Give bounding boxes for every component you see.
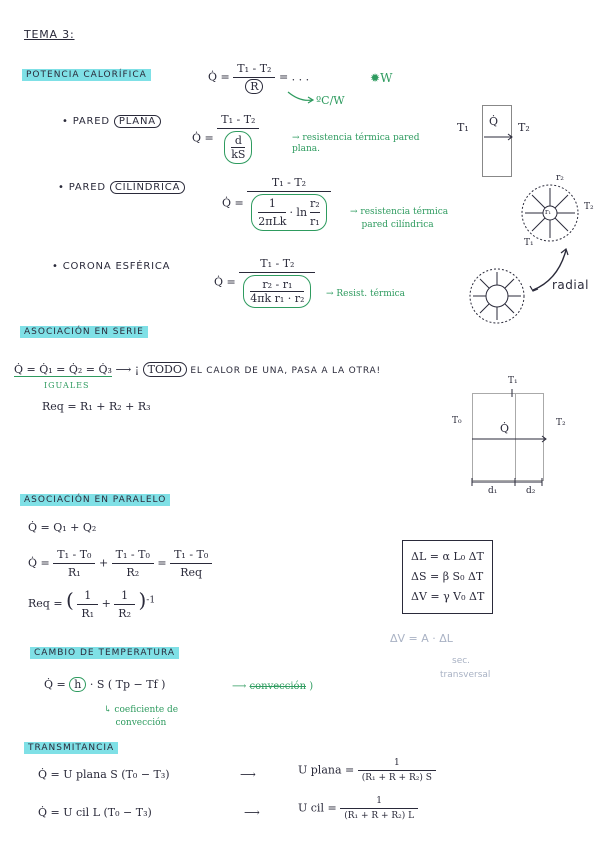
frac-den: R₂ — [126, 566, 140, 579]
thickness-d: d — [234, 134, 242, 147]
note-conveccion-a: coeficiente de — [114, 705, 179, 715]
diag-serie-divider — [515, 393, 516, 479]
eq-u-cil — [298, 796, 418, 821]
diag-serie-q: Q̇ — [500, 422, 510, 435]
note-iguales: IGUALES — [44, 381, 90, 390]
note-cilindrica: → resistencia térmica pared cilíndrica — [350, 207, 449, 230]
diag-plana-t1: T₁ — [457, 121, 469, 134]
eq-serie: Q̇ = Q̇₁ = Q̇₂ = Q̇₃ ⟶ ¡ TODO EL CALOR DE UNA, PASA A LA OTRA! — [14, 363, 381, 376]
cil-fraction — [247, 176, 330, 231]
struck-note: ⟶ convección ) — [232, 681, 314, 692]
exclamation-open: ¡ — [134, 363, 140, 376]
plus: + — [98, 556, 109, 570]
main-heat-equation — [208, 62, 309, 93]
note-plana: → resistencia térmica pared plana. — [292, 133, 420, 154]
frac-num: 1 — [376, 796, 383, 806]
frac-den: Req — [180, 566, 203, 579]
diag-cil-t1: T₁ — [524, 238, 534, 248]
main-fraction — [233, 62, 275, 93]
arrow-plana: ⟶ — [240, 768, 256, 781]
label-pared-plana: • PARED PLANA — [62, 116, 161, 127]
note-cil-a: resistencia térmica — [360, 207, 449, 217]
eq-conveccion — [44, 678, 165, 691]
two-pi-lk: 2πLk — [258, 215, 287, 228]
frac-den: (R₁ + R + R₂) S — [361, 773, 432, 783]
r2: r₂ — [310, 197, 320, 210]
eq-transmitancia-plana: Q̇ = U plana S (T₀ − T₃) — [38, 768, 170, 781]
frac-num: T₁ - T₂ — [260, 257, 295, 270]
esf-fraction — [239, 257, 315, 308]
page-title: TEMA 3: — [24, 28, 75, 41]
frac-num: T₁ - T₀ — [57, 548, 92, 561]
eq-lhs: Q̇ = — [214, 275, 236, 289]
unit-resistance: ºC/W — [316, 94, 345, 107]
eq-paralelo-1: Q̇ = Q₁ + Q₂ — [28, 521, 97, 534]
grey-note-transversal: transversal — [440, 670, 491, 680]
diag-plana-t2: T₂ — [518, 121, 530, 134]
eq-cilindrica — [222, 176, 331, 231]
exponent: -1 — [146, 594, 156, 606]
label-pared: PARED — [68, 182, 106, 193]
frac-num: 1 — [393, 758, 400, 768]
frac-num: T₁ - T₀ — [174, 548, 209, 561]
note-conveccion-b: convección — [115, 718, 167, 728]
paren-close: ) — [138, 588, 147, 612]
frac-num: T₁ - T₂ — [271, 176, 307, 189]
frac-den: R₂ — [118, 606, 131, 620]
diag-serie-t1: T₁ — [508, 376, 518, 386]
eq-lhs: Q̇ = — [28, 556, 50, 570]
section-header-paralelo: ASOCIACIÓN EN PARALELO — [20, 494, 170, 506]
struck-text: convección — [249, 681, 307, 692]
diag-serie-d1: d₁ — [488, 486, 498, 496]
four-pi-k-r1r2: 4πk r₁ · r₂ — [250, 292, 305, 305]
paren-open: ( — [66, 588, 74, 612]
r1: r₁ — [310, 215, 320, 228]
section-header-potencia: POTENCIA CALORÍFICA — [22, 69, 151, 81]
label-pared: PARED — [72, 116, 110, 127]
dilatation-volume: ΔV = γ V₀ ΔT — [411, 590, 485, 603]
arrow-cil: ⟶ — [244, 806, 260, 819]
note-conveccion: ↳ coeficiente de convección — [104, 705, 179, 728]
diag-plana-q: Q̇ — [489, 115, 499, 128]
frac-num: T₁ - T₂ — [237, 62, 272, 75]
ks: kS — [231, 148, 246, 161]
diag-cil-t2: T₂ — [584, 202, 594, 212]
section-header-cambio: CAMBIO DE TEMPERATURA — [30, 647, 179, 659]
eq-lhs: Q̇ = — [192, 131, 214, 145]
section-header-serie: ASOCIACIÓN EN SERIE — [20, 326, 148, 338]
u-cil-lhs: U cil = — [298, 801, 337, 815]
label-plana: PLANA — [114, 115, 161, 128]
frac-num: T₁ - T₂ — [221, 113, 256, 126]
eq-lhs: Q̇ = — [222, 196, 244, 210]
r2-minus-r1: r₂ - r₁ — [262, 278, 293, 291]
resistance-symbol: R — [245, 79, 263, 94]
note-esferica: → Resist. térmica — [326, 289, 406, 299]
eq-serie-text: Q̇ = Q̇₁ = Q̇₂ = Q̇₃ — [14, 363, 112, 376]
eq-transmitancia-cil: Q̇ = U cil L (T₀ − T₃) — [38, 806, 152, 819]
dilatation-linear: ΔL = α L₀ ΔT — [411, 550, 484, 563]
label-radial: radial — [552, 278, 589, 292]
u-plana-lhs: U plana = — [298, 763, 355, 777]
diag-serie-t0: T₀ — [452, 416, 462, 426]
diag-serie-t2: T₂ — [556, 418, 566, 428]
diag-serie-box — [472, 393, 544, 481]
note-plana-text: resistencia térmica pared plana. — [292, 133, 420, 154]
note-esf-text: Resist. térmica — [336, 289, 406, 299]
diag-cil-r1: r₁ — [545, 208, 552, 216]
eq-rest: · S ( Tp − Tf ) — [89, 678, 166, 691]
unit-w: W — [380, 71, 393, 85]
plana-fraction — [217, 113, 259, 164]
eq-esferica — [214, 257, 315, 308]
eq-paralelo-3 — [28, 588, 155, 620]
label-cilindrica: CILÍNDRICA — [110, 181, 185, 194]
label-pared-cilindrica: • PARED CILÍNDRICA — [58, 182, 185, 193]
frac-den: (R₁ + R + R₂) L — [344, 811, 415, 821]
label-corona-esferica: • CORONA ESFÉRICA — [52, 261, 171, 272]
eq-lhs: Q̇ = — [44, 678, 66, 691]
frac-den: R₁ — [67, 566, 81, 579]
frac-num: 1 — [84, 588, 92, 602]
diag-cil-r2: r₂ — [556, 173, 564, 183]
eq-req-serie: Req = R₁ + R₂ + R₃ — [42, 400, 151, 413]
grey-note-sec: sec. — [452, 656, 471, 666]
eq-plana — [192, 113, 259, 164]
eq-paralelo-2 — [28, 548, 212, 579]
equals: = — [157, 556, 167, 570]
frac-den: R₁ — [81, 606, 95, 620]
ln: · ln — [289, 206, 308, 219]
eq-u-plana — [298, 758, 436, 783]
eq-tail: = . . . — [278, 70, 310, 84]
note-todo-calor: EL CALOR DE UNA, PASA A LA OTRA! — [190, 366, 381, 376]
unit-watts: ✹W — [370, 71, 393, 85]
one: 1 — [268, 197, 276, 210]
dilatation-box — [402, 540, 493, 614]
dilatation-surface: ΔS = β S₀ ΔT — [411, 570, 484, 583]
section-header-transmitancia: TRANSMITANCIA — [24, 742, 118, 754]
frac-num: T₁ - T₀ — [115, 548, 150, 561]
word-todo: TODO — [143, 362, 187, 377]
diag-serie-d2: d₂ — [526, 486, 536, 496]
eq-lhs: Req = — [28, 597, 63, 610]
label-corona-text: CORONA ESFÉRICA — [62, 261, 171, 272]
coef-h: h — [69, 677, 86, 692]
frac-num: 1 — [121, 588, 129, 602]
diag-serie-arrows — [0, 0, 1, 1]
plus: + — [101, 597, 111, 610]
grey-eq: ΔV = A · ΔL — [390, 632, 453, 645]
note-cil-b: pared cilíndrica — [361, 220, 434, 230]
eq-lhs: Q̇ = — [208, 70, 230, 84]
